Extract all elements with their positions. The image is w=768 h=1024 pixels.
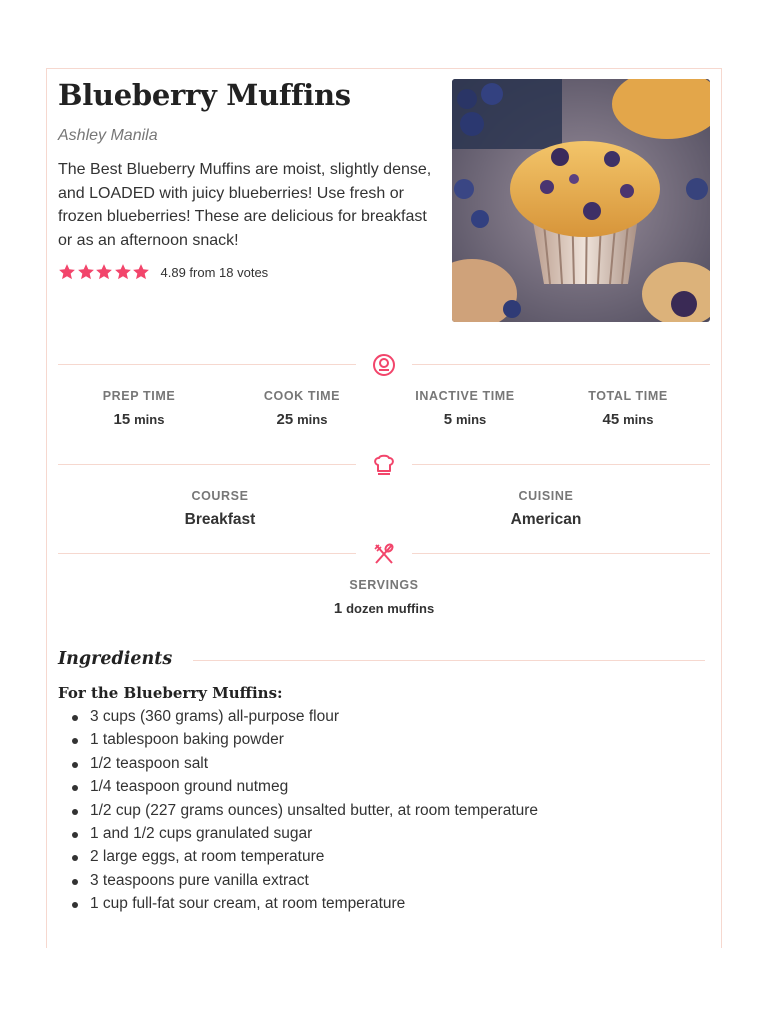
ingredient-item: 1 and 1/2 cups granulated sugar [72,822,538,845]
chef-hat-icon [370,451,398,479]
cuisine-value: American [510,511,582,528]
prep-time-value: 15 mins [113,411,165,428]
ingredient-item: 1 tablespoon baking powder [72,728,538,751]
ingredients-heading: Ingredients [58,649,173,669]
rating-text: 4.89 from 18 votes [160,264,269,280]
ingredient-item: 1 cup full-fat sour cream, at room temperature [72,892,538,915]
recipe-summary: The Best Blueberry Muffins are moist, slightly dense, and LOADED with juicy blueberries! Use fresh or frozen blueberries! These are delicious for breakfast or as an afternoon snack! [58,161,432,249]
timer-icon [370,351,398,379]
star-icon[interactable] [77,263,95,281]
ingredient-item: 1/4 teaspoon ground nutmeg [72,775,538,798]
ingredient-item: 2 large eggs, at room temperature [72,845,538,868]
ingredient-item: 1/2 teaspoon salt [72,752,538,775]
inactive-time-label: INACTIVE TIME [415,389,515,403]
recipe-photo [452,79,710,322]
prep-time-label: PREP TIME [102,389,176,403]
divider-times [58,355,710,375]
course-value: Breakfast [184,511,256,528]
inactive-time-value: 5 mins [443,411,487,428]
star-icon[interactable] [132,263,150,281]
servings-value: 1 dozen muffins [333,600,435,617]
servings-label: SERVINGS [349,578,419,592]
ingredients-list [72,705,538,916]
course-label: COURSE [191,489,249,503]
cook-time-value: 25 mins [276,411,328,428]
recipe-title: Blueberry Muffins [58,78,351,112]
recipe-author[interactable]: Ashley Manila [58,127,158,144]
ingredient-item: 3 cups (360 grams) all-purpose flour [72,705,538,728]
ingredients-heading-line [193,660,705,661]
star-icon[interactable] [114,263,132,281]
fork-knife-icon [370,540,398,568]
total-time-label: TOTAL TIME [588,389,668,403]
rating-stars[interactable] [58,263,151,281]
ingredient-item: 3 teaspoons pure vanilla extract [72,869,538,892]
total-time-value: 45 mins [602,411,654,428]
cuisine-label: CUISINE [518,489,574,503]
star-icon[interactable] [58,263,76,281]
ingredients-group-title: For the Blueberry Muffins: [58,684,283,702]
divider-servings [58,544,710,564]
divider-tags [58,455,710,475]
recipe-rating[interactable] [58,263,268,281]
cook-time-label: COOK TIME [263,389,341,403]
star-icon[interactable] [95,263,113,281]
ingredient-item: 1/2 cup (227 grams ounces) unsalted butter, at room temperature [72,799,538,822]
